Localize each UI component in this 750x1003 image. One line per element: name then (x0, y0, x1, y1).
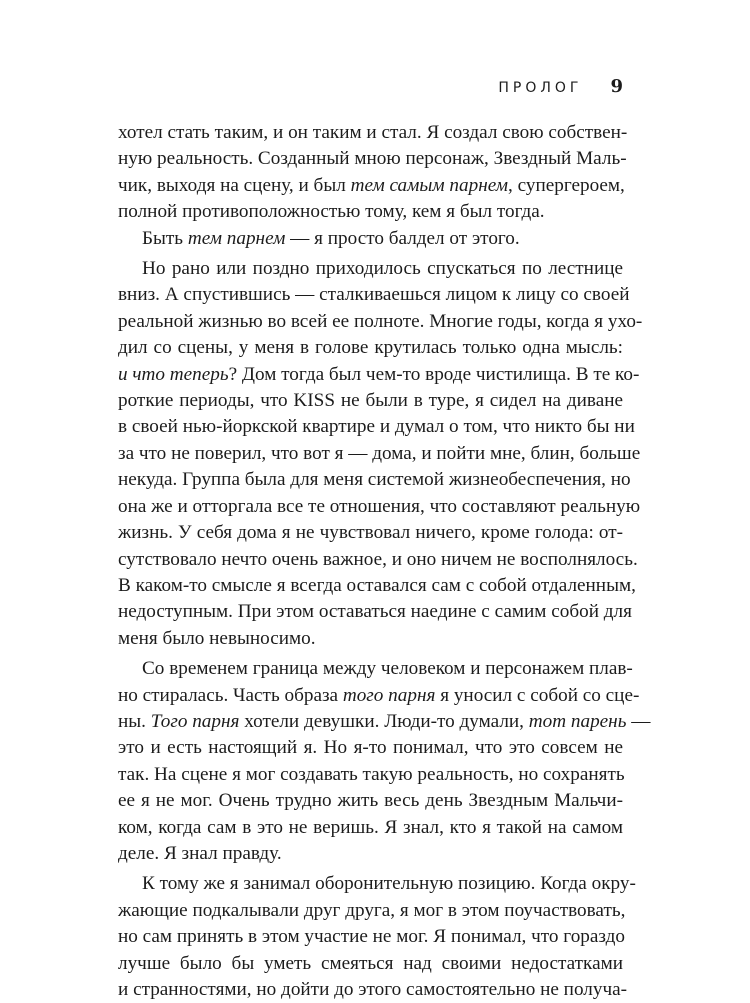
text-segment: ее я не мог. Очень трудно жить весь день Звездным Мальчи- (118, 790, 623, 812)
italic-emphasis: Того парня (150, 710, 240, 732)
text-segment: В каком-то смысле я всегда оставался сам с собой отдаленным, (118, 574, 636, 596)
text-segment: ком, когда сам в это не веришь. Я знал, кто я такой на самом (118, 816, 623, 838)
text-segment: Со временем граница между человеком и персонажем плав- (142, 658, 633, 680)
text-line (118, 841, 623, 867)
text-segment: но сам принять в этом участие не мог. Я понимал, что гораздо (118, 926, 625, 948)
text-line (118, 951, 623, 977)
text-segment: недоступным. При этом оставаться наедине с самим собой для (118, 601, 632, 623)
text-line (118, 362, 640, 388)
text-line (118, 924, 623, 950)
text-segment: реальной жизнью во всей ее полноте. Многие годы, когда я ухо- (118, 310, 643, 332)
text-segment: ную реальность. Созданный мною персонаж, Звездный Маль- (118, 148, 627, 170)
text-line (118, 199, 623, 225)
text-line (118, 977, 628, 1003)
text-segment: деле. Я знал правду. (118, 842, 282, 864)
text-segment: чик, выходя на сцену, и был (118, 174, 351, 196)
text-segment: Быть (142, 227, 188, 249)
text-line (118, 414, 635, 440)
text-line (118, 599, 632, 625)
text-segment: ? Дом тогда был чем-то вроде чистилища. В те ко- (228, 363, 640, 385)
text-line (118, 388, 623, 414)
text-segment: дил со сцены, у меня в голове крутилась только одна мысль: (118, 337, 623, 359)
chapter-title: ПРОЛОГ (498, 80, 583, 96)
text-line (118, 683, 640, 709)
text-segment: Но рано или поздно приходилось спускаться по лестнице (142, 258, 623, 280)
text-line (118, 547, 638, 573)
text-segment: она же и отторгала все те отношения, что составляют реальную (118, 495, 641, 517)
text-segment: но стиралась. Часть образа (118, 684, 343, 706)
text-segment: за что не поверил, что вот я — дома, и пойти мне, блин, больше (118, 442, 641, 464)
text-segment: полной противоположностью тому, кем я был тогда. (118, 201, 545, 223)
text-line (118, 656, 633, 682)
text-line (118, 146, 627, 172)
text-segment: в своей нью-йоркской квартире и думал о том, что никто бы ни (118, 416, 635, 438)
text-segment: ны. (118, 710, 151, 732)
text-segment: К тому же я занимал оборонительную позицию. Когда окру- (142, 873, 636, 895)
text-segment: жизнь. У себя дома я не чувствовал ничего, кроме голода: от- (118, 522, 623, 544)
text-line (118, 735, 623, 761)
text-line (118, 871, 636, 897)
text-segment: я уносил с собой со сце- (435, 684, 640, 706)
text-segment: некуда. Группа была для меня системой жизнеобеспечения, но (118, 469, 631, 491)
text-segment: и странностями, но дойти до этого самостоятельно не получа- (118, 979, 628, 1000)
text-line (118, 762, 623, 788)
text-line (118, 226, 623, 252)
italic-emphasis: тот парень (528, 710, 627, 732)
text-line (118, 173, 623, 199)
text-segment: так. На сцене я мог создавать такую реальность, но сохранять (118, 763, 625, 785)
text-segment: , супергероем, (508, 174, 625, 196)
text-line (118, 520, 623, 546)
text-line (118, 256, 623, 282)
text-line (118, 898, 626, 924)
text-segment: роткие периоды, что KISS не были в туре, я сидел на диване (118, 390, 623, 412)
text-segment: это и есть настоящий я. Но я-то понимал, что это совсем не (118, 737, 623, 759)
text-segment: хотел стать таким, и он таким и стал. Я создал свою собствен- (118, 122, 628, 143)
text-line (118, 788, 623, 814)
text-segment: вниз. А спустившись — сталкиваешься лицом к лицу со своей (118, 284, 630, 306)
text-segment: хотели девушки. Люди-то думали, (239, 710, 529, 732)
text-segment: сутствовало нечто очень важное, и оно ничем не восполнялось. (118, 548, 638, 570)
text-line (118, 494, 641, 520)
text-line (118, 441, 641, 467)
running-head (118, 74, 623, 101)
text-line (118, 467, 631, 493)
text-line (118, 282, 630, 308)
text-line (118, 120, 628, 146)
italic-emphasis: того парня (342, 684, 436, 706)
page-number: 9 (610, 76, 623, 97)
text-line (118, 626, 623, 652)
text-line (118, 309, 643, 335)
italic-emphasis: тем самым парнем (350, 174, 509, 196)
body-text (118, 120, 651, 1003)
text-line (118, 573, 636, 599)
italic-emphasis: и что теперь (118, 363, 229, 385)
text-line (118, 815, 623, 841)
text-segment: жающие подкалывали друг друга, я мог в этом поучаствовать, (118, 899, 626, 921)
text-line (118, 335, 623, 361)
text-segment: — (626, 710, 651, 732)
text-segment: лучше было бы уметь смеяться над своими недостатками (118, 952, 623, 974)
text-segment: — я просто балдел от этого. (285, 227, 520, 249)
text-line (118, 709, 651, 735)
italic-emphasis: тем парнем (187, 227, 286, 249)
text-segment: меня было невыносимо. (118, 627, 316, 649)
